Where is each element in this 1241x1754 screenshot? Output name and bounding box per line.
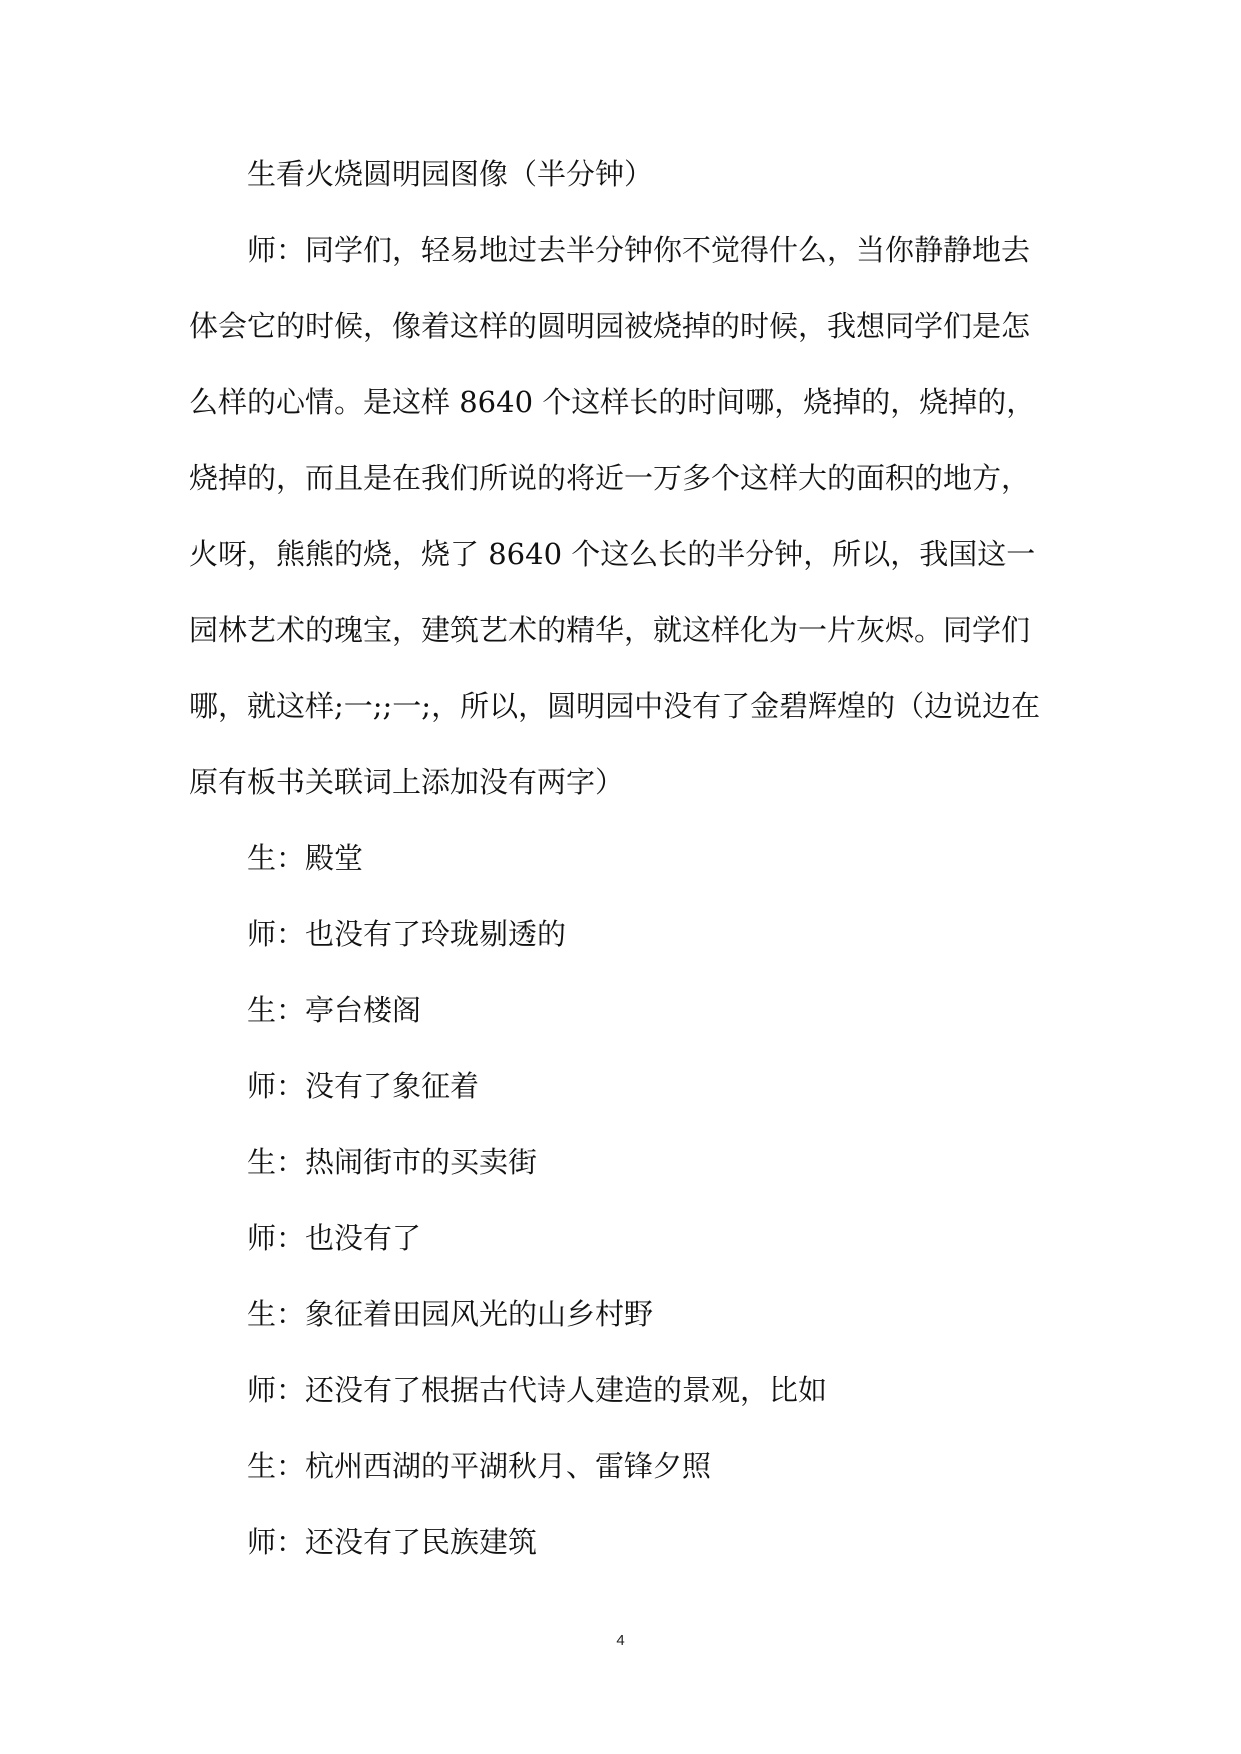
paragraph-5: 生：亭台楼阁	[247, 993, 422, 1027]
page-number: 4	[616, 1632, 625, 1649]
paragraph-7: 生：热闹街市的买卖街	[247, 1145, 538, 1179]
paragraph-2: 师：同学们，轻易地过去半分钟你不觉得什么，当你静静地去体会它的时候，像着这样的圆明园被烧掉的时候，我想同学们是怎么样的心情。是这样 8640 个这样长的时间哪，烧掉的，烧掉的，烧掉的，而且是在我们所说的将近一万多个这样大的面积的地方，火呀，熊熊的烧，烧了 8640 个这么长的半分钟，所以，我国这一园林艺术的瑰宝，建筑艺术的精华，就这样化为一片灰烬。同学们哪，就这样;一;;一;，所以，圆明园中没有了金碧辉煌的（边说边在原有板书关联词上添加没有两字）	[189, 233, 1041, 799]
paragraph-3: 生：殿堂	[247, 841, 364, 875]
paragraph-1: 生看火烧圆明园图像（半分钟）	[247, 157, 654, 191]
paragraph-12: 师：还没有了民族建筑	[247, 1525, 538, 1559]
paragraph-10: 师：还没有了根据古代诗人建造的景观，比如	[247, 1373, 828, 1407]
paragraph-8: 师：也没有了	[247, 1221, 422, 1255]
paragraph-6: 师：没有了象征着	[247, 1069, 480, 1103]
paragraph-11: 生：杭州西湖的平湖秋月、雷锋夕照	[247, 1449, 712, 1483]
paragraph-9: 生：象征着田园风光的山乡村野	[247, 1297, 654, 1331]
document-body	[189, 136, 1057, 1580]
paragraph-4: 师：也没有了玲珑剔透的	[247, 917, 567, 951]
